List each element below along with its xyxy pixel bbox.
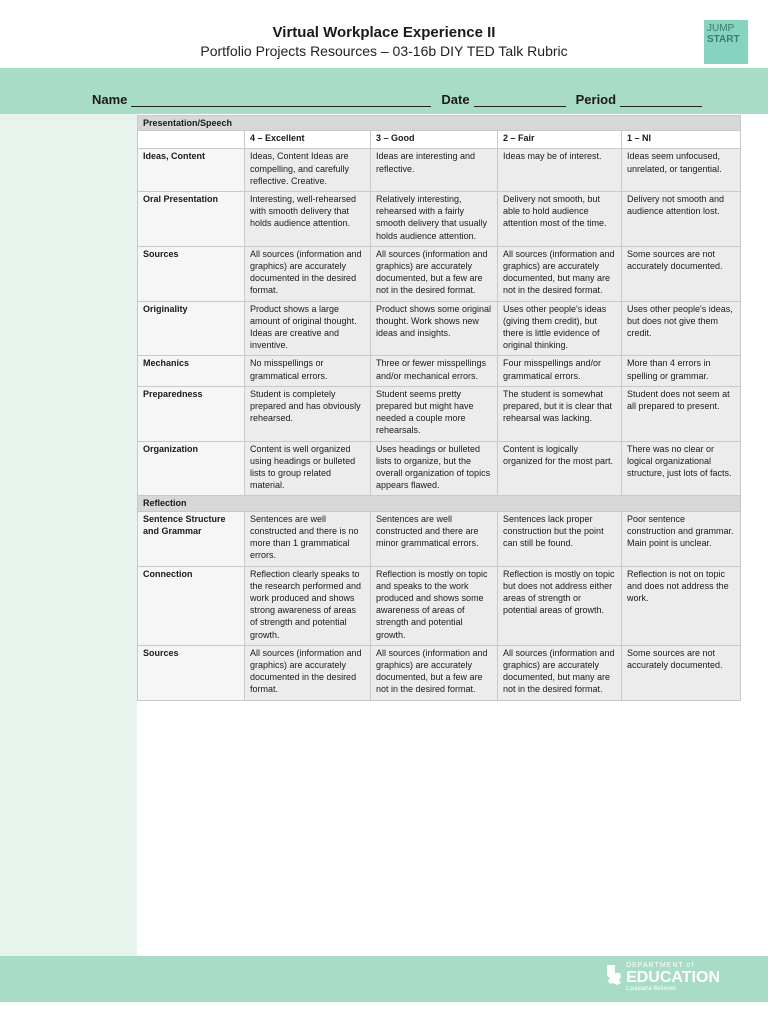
jump-start-logo: [704, 20, 748, 64]
ni-cell: More than 4 errors in spelling or grammar.: [622, 356, 741, 386]
good-cell: Product shows some original thought. Work shows new ideas and insights.: [371, 301, 498, 356]
good-cell: Student seems pretty prepared but might have needed a couple more rehearsals.: [371, 386, 498, 441]
header-band: [0, 68, 768, 114]
fair-cell: Reflection is mostly on topic but does not address either areas of strength or potential areas of growth.: [498, 566, 622, 645]
excellent-cell: No misspellings or grammatical errors.: [245, 356, 371, 386]
criterion-cell: Connection: [138, 566, 245, 645]
name-field[interactable]: [131, 92, 431, 107]
fair-cell: Four misspellings and/or grammatical errors.: [498, 356, 622, 386]
header-cell-good: 3 – Good: [371, 131, 498, 149]
left-sidebar-panel: [0, 114, 137, 956]
table-row: [138, 386, 741, 441]
header-cell-excellent: 4 – Excellent: [245, 131, 371, 149]
ni-cell: Poor sentence construction and grammar. Main point is unclear.: [622, 511, 741, 566]
criterion-cell: Originality: [138, 301, 245, 356]
header-cell-ni: 1 – NI: [622, 131, 741, 149]
table-row: [138, 356, 741, 386]
excellent-cell: Ideas, Content Ideas are compelling, and carefully reflective. Creative.: [245, 149, 371, 192]
table-row: [138, 192, 741, 247]
document-subtitle: Portfolio Projects Resources – 03-16b DIY TED Talk Rubric: [200, 43, 568, 59]
period-field[interactable]: [620, 92, 702, 107]
good-cell: Three or fewer misspellings and/or mechanical errors.: [371, 356, 498, 386]
criterion-cell: Sources: [138, 645, 245, 700]
header-cell-fair: 2 – Fair: [498, 131, 622, 149]
name-label: Name: [92, 92, 128, 107]
ni-cell: Some sources are not accurately documented.: [622, 246, 741, 301]
header-cell-criterion: [138, 131, 245, 149]
table-row: [138, 645, 741, 700]
ni-cell: Ideas seem unfocused, unrelated, or tangential.: [622, 149, 741, 192]
criterion-cell: Preparedness: [138, 386, 245, 441]
period-label: Period: [575, 92, 617, 107]
footer-band: [0, 956, 768, 1002]
fair-cell: Delivery not smooth, but able to hold audience attention most of the time.: [498, 192, 622, 247]
date-field[interactable]: [474, 92, 566, 107]
good-cell: All sources (information and graphics) are accurately documented, but a few are not in the desired format.: [371, 645, 498, 700]
date-label: Date: [441, 92, 470, 107]
section-title-reflection: Reflection: [138, 496, 741, 511]
table-row: [138, 246, 741, 301]
table-row: [138, 149, 741, 192]
table-row: [138, 511, 741, 566]
good-cell: Sentences are well constructed and there are minor grammatical errors.: [371, 511, 498, 566]
good-cell: Uses headings or bulleted lists to organize, but the overall organization of topics appears flawed.: [371, 441, 498, 496]
document-header: [0, 24, 768, 60]
fair-cell: Ideas may be of interest.: [498, 149, 622, 192]
criterion-cell: Oral Presentation: [138, 192, 245, 247]
table-row: [138, 301, 741, 356]
ni-cell: Some sources are not accurately documented.: [622, 645, 741, 700]
excellent-cell: All sources (information and graphics) are accurately documented in the desired format.: [245, 246, 371, 301]
good-cell: Relatively interesting, rehearsed with a fairly smooth delivery that usually holds audience attention.: [371, 192, 498, 247]
good-cell: All sources (information and graphics) are accurately documented, but a few are not in the desired format.: [371, 246, 498, 301]
ni-cell: Reflection is not on topic and does not address the work.: [622, 566, 741, 645]
section-row-presentation: [138, 116, 741, 131]
excellent-cell: Content is well organized using headings or bulleted lists to group related material.: [245, 441, 371, 496]
excellent-cell: All sources (information and graphics) are accurately documented in the desired format.: [245, 645, 371, 700]
logo-top-text: JUMP: [707, 23, 735, 34]
org-line-1: DEPARTMENT of: [626, 962, 695, 969]
fair-cell: The student is somewhat prepared, but it is clear that rehearsal was lacking.: [498, 386, 622, 441]
excellent-cell: Reflection clearly speaks to the research performed and work produced and shows strong awareness of areas of strength and potential growth.: [245, 566, 371, 645]
excellent-cell: Sentences are well constructed and there is no more than 1 grammatical errors.: [245, 511, 371, 566]
document-title: Virtual Workplace Experience II: [272, 24, 496, 41]
rubric-table: [137, 115, 741, 701]
criterion-cell: Ideas, Content: [138, 149, 245, 192]
rubric-header-row: [138, 131, 741, 149]
good-cell: Ideas are interesting and reflective.: [371, 149, 498, 192]
good-cell: Reflection is mostly on topic and speaks to the work produced and shows some awareness of areas of strength and potential growth.: [371, 566, 498, 645]
section-row-reflection: [138, 496, 741, 511]
criterion-cell: Sentence Structure and Grammar: [138, 511, 245, 566]
criterion-cell: Mechanics: [138, 356, 245, 386]
excellent-cell: Student is completely prepared and has obviously rehearsed.: [245, 386, 371, 441]
section-title-presentation: Presentation/Speech: [138, 116, 741, 131]
org-line-3: Louisiana Believes: [626, 986, 677, 992]
excellent-cell: Interesting, well-rehearsed with smooth delivery that holds audience attention.: [245, 192, 371, 247]
logo-bottom-text: START: [707, 34, 740, 45]
excellent-cell: Product shows a large amount of original thought. Ideas are creative and inventive.: [245, 301, 371, 356]
criterion-cell: Organization: [138, 441, 245, 496]
department-of-education-logo: [626, 962, 720, 992]
ni-cell: There was no clear or logical organizational structure, just lots of facts.: [622, 441, 741, 496]
ni-cell: Uses other people's ideas, but does not give them credit.: [622, 301, 741, 356]
ni-cell: Student does not seem at all prepared to present.: [622, 386, 741, 441]
ni-cell: Delivery not smooth and audience attention lost.: [622, 192, 741, 247]
org-line-2: EDUCATION: [626, 969, 720, 986]
fair-cell: Uses other people's ideas (giving them credit), but there is little evidence of original thinking.: [498, 301, 622, 356]
criterion-cell: Sources: [138, 246, 245, 301]
fair-cell: Sentences lack proper construction but the point can still be found.: [498, 511, 622, 566]
fair-cell: All sources (information and graphics) are accurately documented, but many are not in the desired format.: [498, 645, 622, 700]
louisiana-state-icon: [606, 964, 622, 986]
student-info-line: [92, 92, 712, 107]
table-row: [138, 441, 741, 496]
table-row: [138, 566, 741, 645]
fair-cell: All sources (information and graphics) are accurately documented, but many are not in the desired format.: [498, 246, 622, 301]
fair-cell: Content is logically organized for the most part.: [498, 441, 622, 496]
